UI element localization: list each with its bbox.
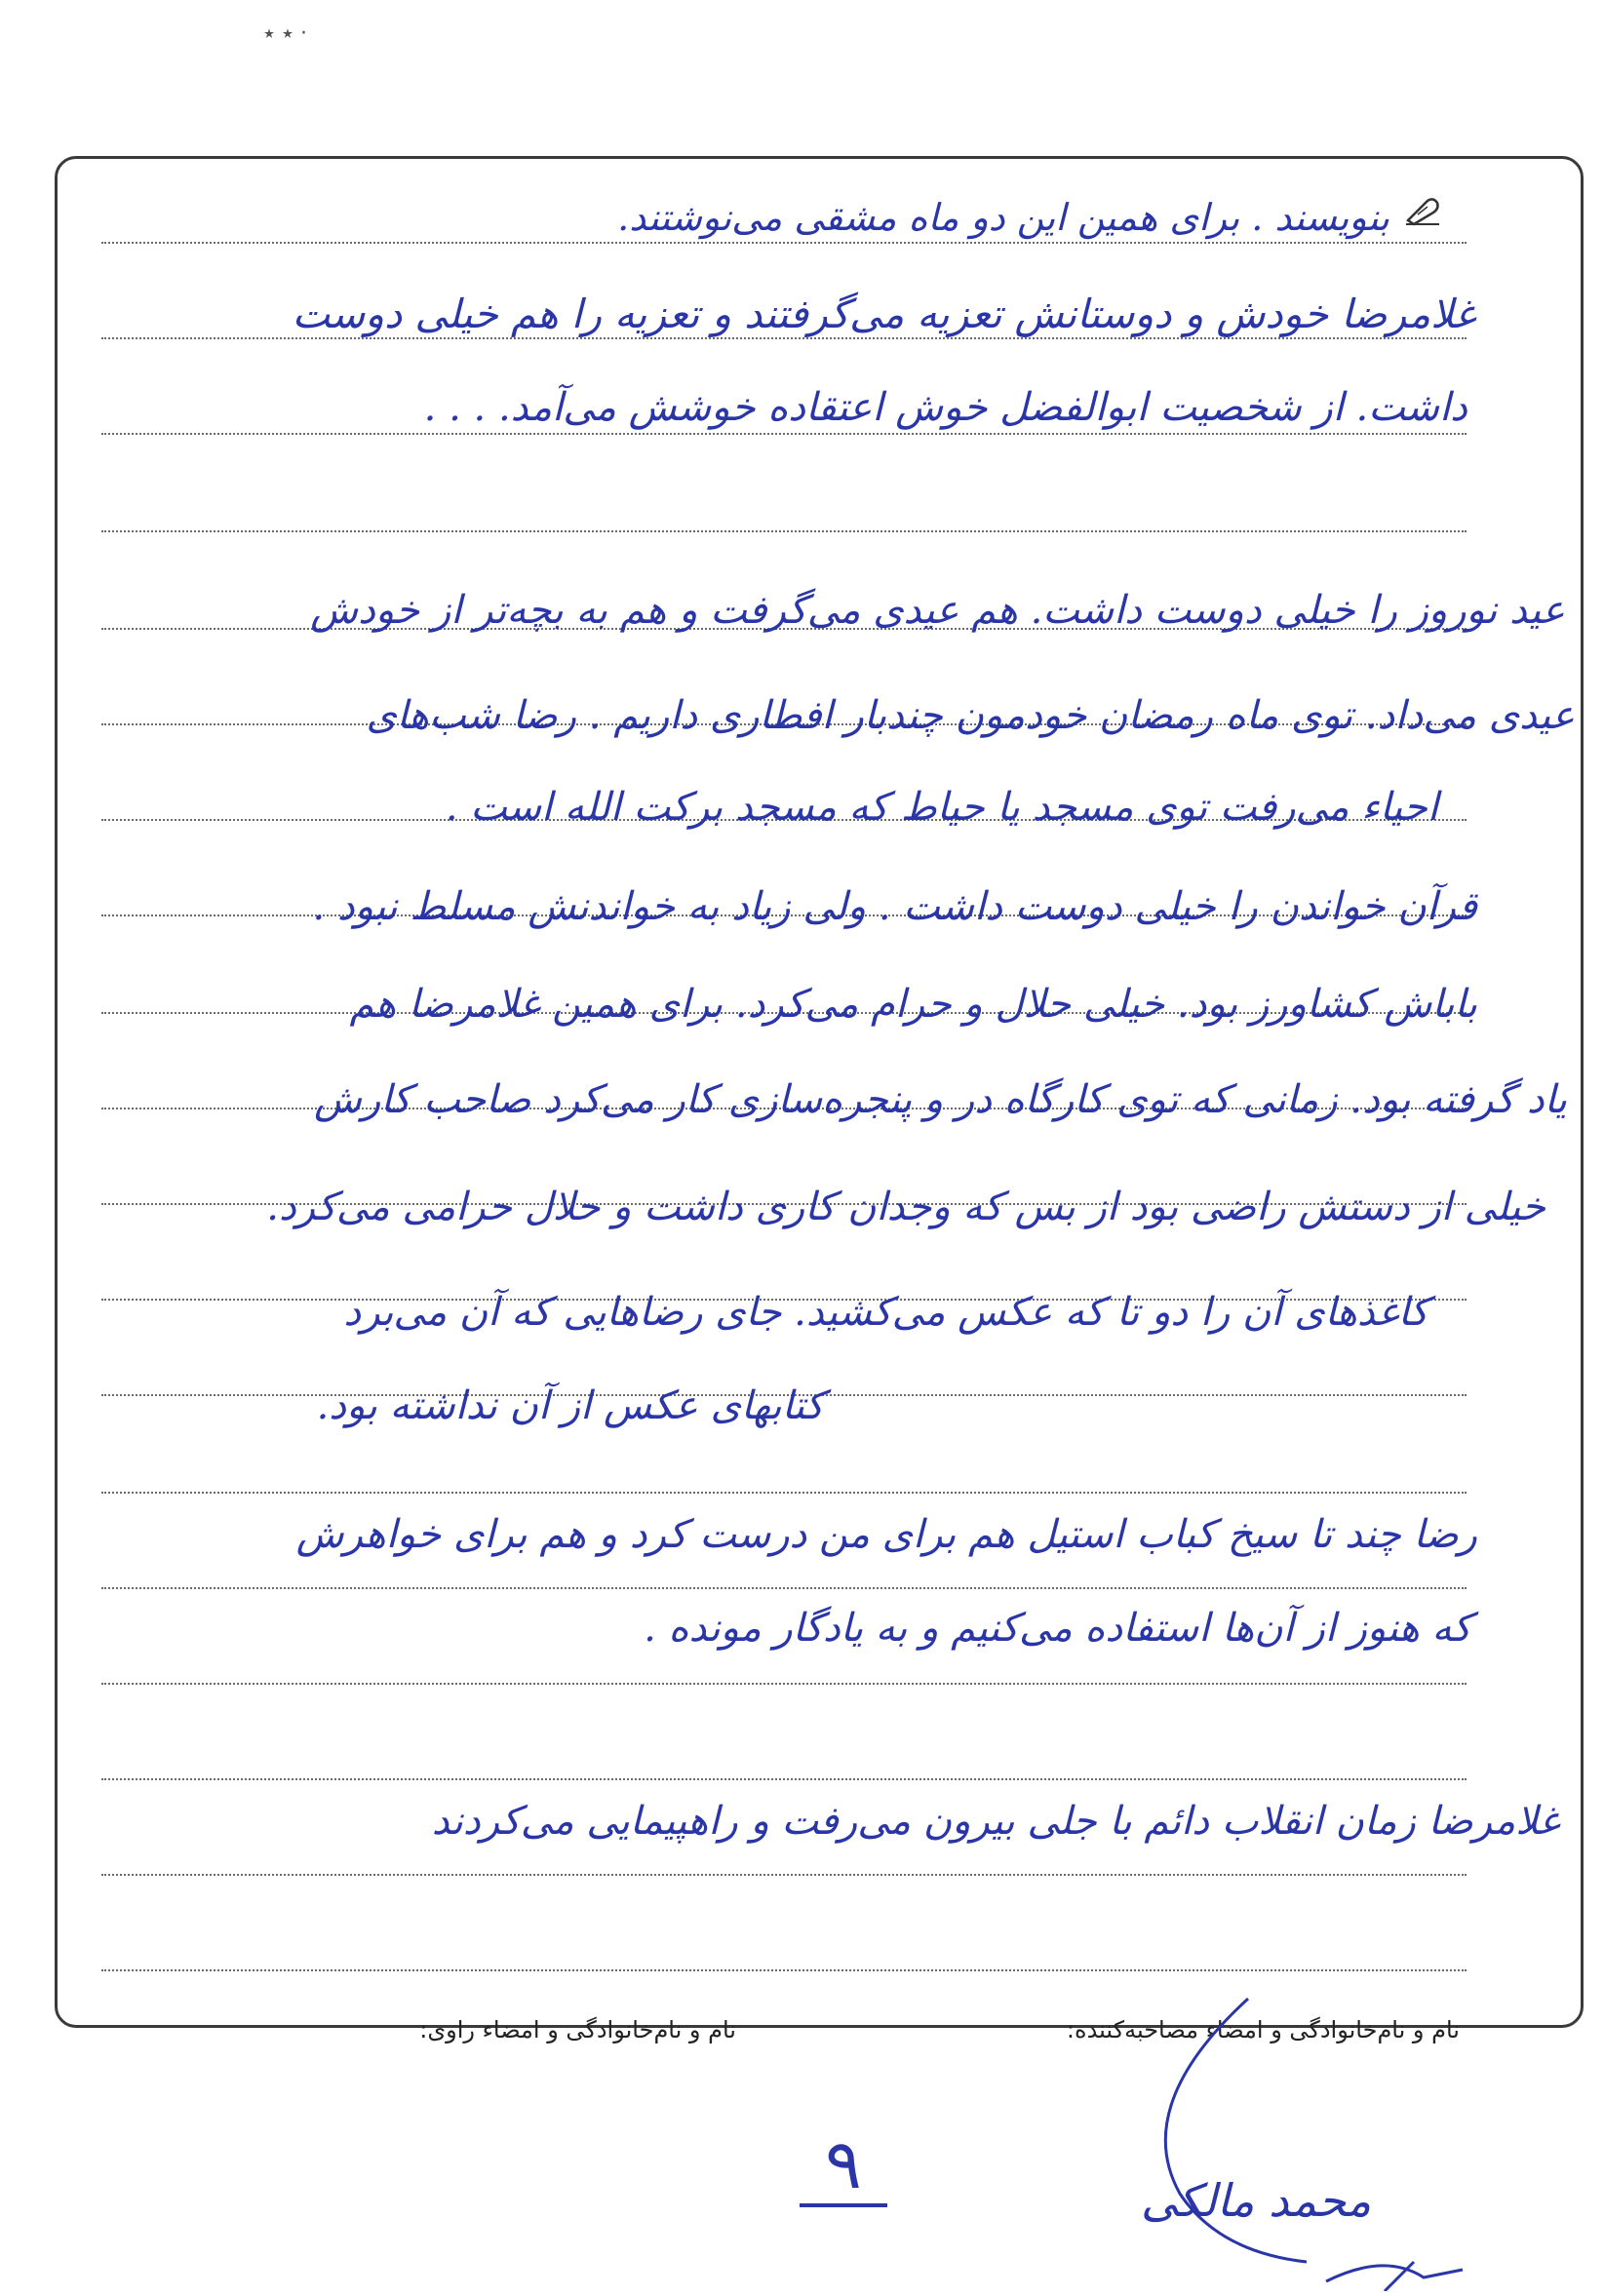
handwritten-line: غلامرضا خودش و دوستانش تعزیه می‌گرفتند و تعزیه را هم خیلی دوست <box>292 291 1475 337</box>
handwritten-line: عید نوروز را خیلی دوست داشت. هم عیدی می‌گرفت و هم به بچه‌تر از خودش <box>310 588 1565 633</box>
handwritten-line: احیاء می‌رفت توی مسجد یا حیاط که مسجد برکت الله است . <box>445 785 1438 830</box>
handwritten-line: قرآن خواندن را خیلی دوست داشت . ولی زیاد به خواندنش مسلط نبود . <box>312 884 1477 929</box>
handwritten-line: باباش کشاورز بود. خیلی حلال و حرام می‌کرد. برای همین غلامرضا هم <box>349 982 1477 1027</box>
handwritten-line: داشت. از شخصیت ابوالفضل خوش اعتقاده خوشش می‌آمد. . . . <box>423 385 1467 430</box>
signature <box>1092 1989 1502 2291</box>
ruled-line <box>101 1710 1467 1780</box>
ruled-line <box>101 1901 1467 1971</box>
handwritten-line: رضا چند تا سیخ کباب استیل هم برای من درست کرد و هم برای خواهرش <box>295 1512 1477 1557</box>
handwritten-line: غلامرضا زمان انقلاب دائم با جلی بیرون می‌رفت و راهپیمایی می‌کردند <box>431 1799 1559 1844</box>
ruled-line <box>101 1423 1467 1494</box>
handwritten-line: عیدی می‌داد. توی ماه رمضان خودمون چندبار افطاری داریم . رضا شب‌های <box>366 693 1575 738</box>
narrator-signature-label: نام و نام‌خانوادگی و امضاء راوی: <box>419 2016 736 2043</box>
handwritten-line: کتابهای عکس از آن نداشته بود. <box>316 1383 824 1428</box>
handwritten-line: خیلی از دستش راضی بود از بس که وجدان کاری داشت و حلال حرامی می‌کرد. <box>266 1185 1545 1229</box>
ruled-line <box>101 462 1467 532</box>
interviewer-signature-label: نام و نام‌خانوادگی و امضاء مصاحبه‌کننده: <box>1066 2016 1460 2043</box>
signature-text: محمد مالکی <box>1141 2174 1372 2227</box>
scan-mark: ٭ ٭ · <box>263 21 307 46</box>
page-number: ۹ <box>800 2125 887 2207</box>
handwritten-line: کاغذهای آن را دو تا که عکس می‌کشید. جای رضاهایی که آن می‌برد <box>343 1290 1428 1335</box>
handwritten-line: بنویسند . برای همین این دو ماه مشقی می‌نوشتند. <box>617 196 1389 239</box>
handwritten-line: یاد گرفته بود. زمانی که توی کارگاه در و پنجره‌سازی کار می‌کرد صاحب کارش <box>314 1077 1567 1122</box>
handwritten-line: که هنوز از آن‌ها استفاده می‌کنیم و به یادگار مونده . <box>644 1606 1471 1651</box>
